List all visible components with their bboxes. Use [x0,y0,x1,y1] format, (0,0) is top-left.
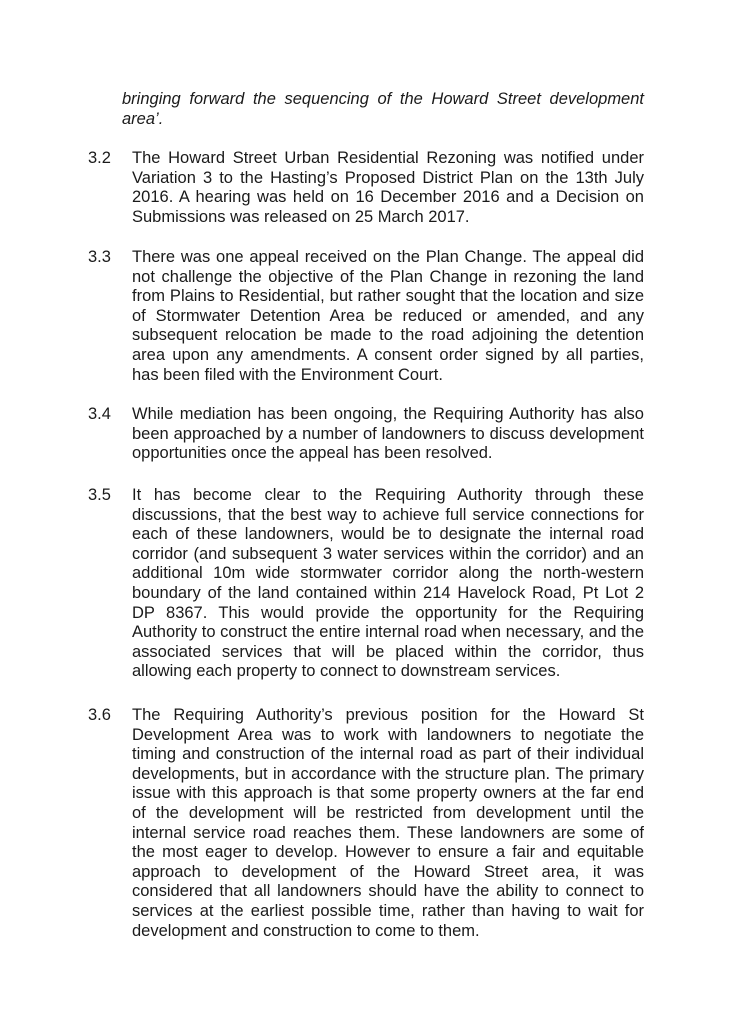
paragraph-3-6 [88,706,644,941]
paragraph-3-5 [88,486,644,682]
paragraph-number: 3.2 [88,149,111,167]
quoted-text-continuation: bringing forward the sequencing of the Howard Street development area’. [122,90,644,128]
paragraph-number: 3.4 [88,405,111,423]
paragraph-text: The Requiring Authority’s previous position for the Howard St Development Area was to work with landowners to negotiate the timing and construction of the internal road as part of their individual developments, but in accordance with the structure plan. The primary issue with this approach is that some property owners at the far end of the development will be restricted from development until the internal service road reaches them. These landowners are some of the most eager to develop. However to ensure a fair and equitable approach to development of the Howard Street area, it was considered that all landowners should have the ability to connect to services at the earliest possible time, rather than having to wait for development and construction to come to them. [132,706,644,940]
paragraph-3-3 [88,248,644,385]
paragraph-text: There was one appeal received on the Plan Change. The appeal did not challenge the objective of the Plan Change in rezoning the land from Plains to Residential, but rather sought that the location and size of Stormwater Detention Area be reduced or amended, and any subsequent relocation be made to the road adjoining the detention area upon any amendments. A consent order signed by all parties, has been filed with the Environment Court. [132,248,644,384]
paragraph-text: It has become clear to the Requiring Authority through these discussions, that the best way to achieve full service connections for each of these landowners, would be to designate the internal road corridor (and subsequent 3 water services within the corridor) and an additional 10m wide stormwater corridor along the north-western boundary of the land contained within 214 Havelock Road, Pt Lot 2 DP 8367. This would provide the opportunity for the Requiring Authority to construct the entire internal road when necessary, and the associated services that will be placed within the corridor, thus allowing each property to connect to downstream services. [132,486,644,681]
paragraph-number: 3.5 [88,486,111,504]
paragraph-3-4 [88,405,644,464]
paragraph-text: While mediation has been ongoing, the Requiring Authority has also been approached by a number of landowners to discuss development opportunities once the appeal has been resolved. [132,405,644,463]
paragraph-3-2 [88,149,644,227]
paragraph-number: 3.3 [88,248,111,266]
paragraph-number: 3.6 [88,706,111,724]
paragraph-text: The Howard Street Urban Residential Rezoning was notified under Variation 3 to the Hasting’s Proposed District Plan on the 13th July 2016. A hearing was held on 16 December 2016 and a Decision on Submissions was released on 25 March 2017. [132,149,644,226]
